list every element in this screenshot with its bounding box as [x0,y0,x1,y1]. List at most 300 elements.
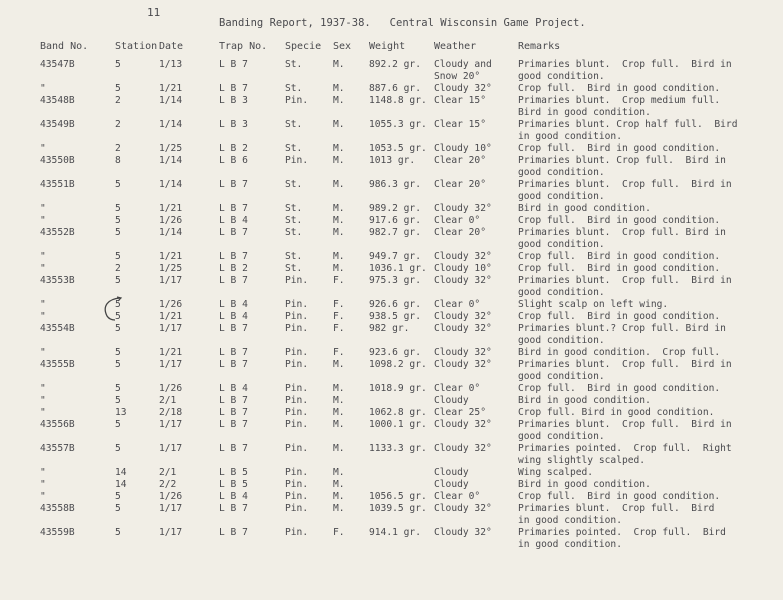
date-cell: 1/14 [159,119,183,130]
sex-cell: M. [333,83,345,94]
weather-cell: Clear 15° [434,119,486,130]
col-header-remarks: Remarks [518,41,561,52]
remarks-cell-continued: good condition. [518,371,605,382]
weight-cell: 949.7 gr. [369,251,421,262]
station-cell: 2 [115,263,121,274]
table-row-continuation [0,287,783,299]
specie-cell: Pin. [285,299,309,310]
sex-cell: M. [333,479,345,490]
weather-cell: Clear 0° [434,215,481,226]
weight-cell: 1148.8 gr. [369,95,427,106]
table-row [0,359,783,371]
remarks-cell: Bird in good condition. Crop full. [518,347,721,358]
table-row [0,443,783,455]
date-cell: 1/21 [159,311,183,322]
date-cell: 1/17 [159,275,183,286]
table-row-continuation [0,131,783,143]
weather-cell: Cloudy [434,395,469,406]
table-row [0,527,783,539]
weight-cell: 1098.2 gr. [369,359,427,370]
weather-cell: Cloudy 32° [434,275,492,286]
weight-cell: 1039.5 gr. [369,503,427,514]
weight-cell: 975.3 gr. [369,275,421,286]
trap-no-cell: L B 7 [219,503,248,514]
band-no-cell: " [40,143,46,154]
sex-cell: M. [333,491,345,502]
trap-no-cell: L B 7 [219,227,248,238]
table-row [0,59,783,71]
table-row [0,119,783,131]
table-row-continuation [0,167,783,179]
trap-no-cell: L B 5 [219,479,248,490]
trap-no-cell: L B 7 [219,443,248,454]
weight-cell: 1018.9 gr. [369,383,427,394]
table-row [0,467,783,479]
table-row-continuation [0,107,783,119]
col-header-station: Station [115,41,158,52]
date-cell: 1/17 [159,323,183,334]
remarks-cell: Primaries pointed. Crop full. Bird [518,527,726,538]
band-no-cell: 43559B [40,527,75,538]
table-row [0,275,783,287]
sex-cell: M. [333,215,345,226]
specie-cell: Pin. [285,275,309,286]
trap-no-cell: L B 6 [219,155,248,166]
table-row [0,299,783,311]
station-cell: 5 [115,203,121,214]
band-no-cell: 43556B [40,419,75,430]
station-cell: 5 [115,323,121,334]
table-row-continuation [0,431,783,443]
band-no-cell: 43548B [40,95,75,106]
weather-cell: Cloudy 32° [434,251,492,262]
band-no-cell: 43547B [40,59,75,70]
table-row [0,263,783,275]
date-cell: 1/21 [159,347,183,358]
weight-cell: 926.6 gr. [369,299,421,310]
station-cell: 2 [115,119,121,130]
remarks-cell-continued: good condition. [518,167,605,178]
trap-no-cell: L B 7 [219,83,248,94]
weather-cell: Clear 20° [434,179,486,190]
date-cell: 1/17 [159,419,183,430]
weather-cell: Cloudy 32° [434,347,492,358]
weather-cell: Cloudy 32° [434,503,492,514]
remarks-cell: Crop full. Bird in good condition. [518,83,721,94]
table-row [0,251,783,263]
table-row-continuation [0,335,783,347]
remarks-cell: Primaries blunt. Crop full. Bird in [518,419,732,430]
date-cell: 1/17 [159,443,183,454]
band-no-cell: " [40,491,46,502]
date-cell: 1/17 [159,359,183,370]
station-cell: 5 [115,359,121,370]
weight-cell: 1036.1 gr. [369,263,427,274]
sex-cell: F. [333,299,345,310]
remarks-cell: Crop full. Bird in good condition. [518,407,715,418]
date-cell: 1/17 [159,503,183,514]
band-no-cell: " [40,407,46,418]
col-header-weather: Weather [434,41,477,52]
table-row-continuation [0,371,783,383]
remarks-cell: Primaries blunt. Crop full. Bird in [518,275,732,286]
remarks-cell: Crop full. Bird in good condition. [518,215,721,226]
date-cell: 1/13 [159,59,183,70]
band-no-cell: 43554B [40,323,75,334]
band-no-cell: " [40,215,46,226]
sex-cell: F. [333,527,345,538]
remarks-cell: Primaries pointed. Crop full. Right [518,443,732,454]
weight-cell: 887.6 gr. [369,83,421,94]
date-cell: 2/2 [159,479,177,490]
date-cell: 1/26 [159,215,183,226]
band-no-cell: " [40,479,46,490]
col-header-band-no: Band No. [40,41,89,52]
sex-cell: M. [333,443,345,454]
specie-cell: Pin. [285,503,309,514]
sex-cell: M. [333,119,345,130]
band-no-cell: 43557B [40,443,75,454]
date-cell: 2/1 [159,467,177,478]
station-cell: 5 [115,383,121,394]
remarks-cell: Primaries blunt. Crop half full. Bird [518,119,738,130]
band-no-cell: " [40,251,46,262]
station-cell: 5 [115,419,121,430]
remarks-cell-continued: good condition. [518,239,605,250]
sex-cell: M. [333,467,345,478]
date-cell: 1/17 [159,527,183,538]
weather-cell: Cloudy [434,467,469,478]
sex-cell: F. [333,275,345,286]
remarks-cell: Primaries blunt. Crop full. Bird in [518,359,732,370]
table-row [0,215,783,227]
date-cell: 1/21 [159,203,183,214]
date-cell: 1/14 [159,179,183,190]
col-header-weight: Weight [369,41,406,52]
sex-cell: M. [333,395,345,406]
table-row [0,203,783,215]
weight-cell: 1062.8 gr. [369,407,427,418]
band-no-cell: " [40,263,46,274]
report-title: Banding Report, 1937-38. Central Wisconsin Game Project. [219,17,586,29]
table-row [0,395,783,407]
weight-cell: 986.3 gr. [369,179,421,190]
trap-no-cell: L B 7 [219,179,248,190]
specie-cell: Pin. [285,419,309,430]
band-no-cell: " [40,203,46,214]
table-row [0,503,783,515]
table-row [0,227,783,239]
table-row-continuation [0,71,783,83]
trap-no-cell: L B 3 [219,95,248,106]
trap-no-cell: L B 4 [219,383,248,394]
remarks-cell-continued: in good condition. [518,515,622,526]
date-cell: 1/25 [159,143,183,154]
table-row-continuation [0,455,783,467]
weight-cell: 923.6 gr. [369,347,421,358]
band-no-cell: 43549B [40,119,75,130]
specie-cell: St. [285,179,303,190]
trap-no-cell: L B 7 [219,419,248,430]
trap-no-cell: L B 2 [219,143,248,154]
band-no-cell: " [40,395,46,406]
remarks-cell: Crop full. Bird in good condition. [518,383,721,394]
station-cell: 5 [115,227,121,238]
station-cell: 5 [115,275,121,286]
sex-cell: F. [333,311,345,322]
station-cell: 14 [115,479,127,490]
table-row-continuation [0,515,783,527]
specie-cell: St. [285,203,303,214]
station-cell: 5 [115,179,121,190]
specie-cell: Pin. [285,155,309,166]
trap-no-cell: L B 7 [219,275,248,286]
sex-cell: M. [333,155,345,166]
remarks-cell: Crop full. Bird in good condition. [518,491,721,502]
sex-cell: M. [333,179,345,190]
station-cell: 5 [115,59,121,70]
station-cell: 5 [115,443,121,454]
table-row-continuation [0,239,783,251]
weight-cell: 1013 gr. [369,155,416,166]
weight-cell: 1056.5 gr. [369,491,427,502]
specie-cell: St. [285,59,303,70]
station-cell: 2 [115,95,121,106]
weight-cell: 1053.5 gr. [369,143,427,154]
weight-cell: 982.7 gr. [369,227,421,238]
trap-no-cell: L B 7 [219,527,248,538]
remarks-cell-continued: good condition. [518,335,605,346]
date-cell: 1/21 [159,251,183,262]
station-cell: 5 [115,395,121,406]
remarks-cell: Wing scalped. [518,467,594,478]
specie-cell: St. [285,143,303,154]
station-cell: 13 [115,407,127,418]
band-no-cell: 43551B [40,179,75,190]
col-header-specie: Specie [285,41,322,52]
remarks-cell: Crop full. Bird in good condition. [518,263,721,274]
trap-no-cell: L B 7 [219,359,248,370]
remarks-cell-continued: good condition. [518,287,605,298]
table-row [0,179,783,191]
weight-cell: 1133.3 gr. [369,443,427,454]
band-no-cell: 43553B [40,275,75,286]
remarks-cell: Crop full. Bird in good condition. [518,143,721,154]
specie-cell: St. [285,251,303,262]
weight-cell: 989.2 gr. [369,203,421,214]
weather-cell: Cloudy 10° [434,143,492,154]
remarks-cell: Primaries blunt. Crop full. Bird in [518,179,732,190]
band-no-cell: 43550B [40,155,75,166]
specie-cell: Pin. [285,395,309,406]
weight-cell: 1000.1 gr. [369,419,427,430]
weather-cell: Cloudy 32° [434,419,492,430]
weight-cell: 1055.3 gr. [369,119,427,130]
date-cell: 1/14 [159,95,183,106]
remarks-cell: Crop full. Bird in good condition. [518,311,721,322]
trap-no-cell: L B 7 [219,323,248,334]
remarks-cell: Primaries blunt. Crop full. Bird in [518,227,726,238]
weather-cell: Cloudy 10° [434,263,492,274]
date-cell: 2/18 [159,407,183,418]
specie-cell: Pin. [285,95,309,106]
trap-no-cell: L B 7 [219,59,248,70]
band-no-cell: 43555B [40,359,75,370]
sex-cell: F. [333,347,345,358]
date-cell: 1/26 [159,299,183,310]
specie-cell: Pin. [285,491,309,502]
table-row [0,383,783,395]
station-cell: 5 [115,251,121,262]
table-row [0,143,783,155]
band-no-cell: " [40,383,46,394]
table-row [0,479,783,491]
remarks-cell: Primaries blunt. Crop full. Bird in [518,59,732,70]
specie-cell: St. [285,119,303,130]
weather-cell: Clear 0° [434,491,481,502]
station-cell: 5 [115,311,121,322]
table-row [0,155,783,167]
weather-cell: Cloudy 32° [434,443,492,454]
weather-cell: Clear 0° [434,383,481,394]
date-cell: 2/1 [159,395,177,406]
band-no-cell: " [40,347,46,358]
specie-cell: Pin. [285,443,309,454]
sex-cell: M. [333,59,345,70]
specie-cell: St. [285,83,303,94]
weight-cell: 982 gr. [369,323,410,334]
table-row [0,491,783,503]
station-cell: 2 [115,143,121,154]
remarks-cell: Primaries blunt. Crop full. Bird [518,503,715,514]
weather-cell: Clear 15° [434,95,486,106]
specie-cell: Pin. [285,383,309,394]
station-cell: 5 [115,215,121,226]
trap-no-cell: L B 4 [219,299,248,310]
trap-no-cell: L B 2 [219,263,248,274]
weather-cell: Cloudy 32° [434,203,492,214]
trap-no-cell: L B 4 [219,215,248,226]
table-row [0,311,783,323]
weather-cell: Cloudy 32° [434,359,492,370]
station-cell: 8 [115,155,121,166]
specie-cell: Pin. [285,347,309,358]
remarks-cell-continued: in good condition. [518,131,622,142]
weather-cell-continued: Snow 20° [434,71,481,82]
remarks-cell: Bird in good condition. [518,395,651,406]
specie-cell: Pin. [285,407,309,418]
weather-cell: Clear 20° [434,227,486,238]
sex-cell: M. [333,263,345,274]
remarks-cell: Bird in good condition. [518,479,651,490]
station-cell: 5 [115,299,121,310]
page-number: 11 [147,6,161,19]
sex-cell: M. [333,383,345,394]
sex-cell: M. [333,203,345,214]
band-no-cell: 43552B [40,227,75,238]
table-row [0,419,783,431]
remarks-cell-continued: wing slightly scalped. [518,455,646,466]
remarks-cell: Slight scalp on left wing. [518,299,669,310]
trap-no-cell: L B 5 [219,467,248,478]
weight-cell: 914.1 gr. [369,527,421,538]
date-cell: 1/26 [159,491,183,502]
weather-cell: Cloudy 32° [434,323,492,334]
specie-cell: Pin. [285,527,309,538]
weather-cell: Cloudy 32° [434,527,492,538]
weather-cell: Cloudy [434,479,469,490]
trap-no-cell: L B 7 [219,251,248,262]
sex-cell: M. [333,227,345,238]
sex-cell: F. [333,323,345,334]
specie-cell: St. [285,215,303,226]
trap-no-cell: L B 7 [219,347,248,358]
sex-cell: M. [333,95,345,106]
weather-cell: Clear 25° [434,407,486,418]
remarks-cell: Bird in good condition. [518,203,651,214]
band-no-cell: 43558B [40,503,75,514]
station-cell: 5 [115,491,121,502]
weather-cell: Cloudy and [434,59,492,70]
sex-cell: M. [333,359,345,370]
sex-cell: M. [333,419,345,430]
col-header-trap-no: Trap No. [219,41,268,52]
station-cell: 5 [115,527,121,538]
table-row-continuation [0,539,783,551]
specie-cell: St. [285,227,303,238]
weather-cell: Clear 20° [434,155,486,166]
band-no-cell: " [40,83,46,94]
band-no-cell: " [40,467,46,478]
table-row [0,83,783,95]
remarks-cell-continued: Bird in good condition. [518,107,651,118]
specie-cell: Pin. [285,359,309,370]
band-no-cell: " [40,311,46,322]
station-cell: 14 [115,467,127,478]
remarks-cell: Primaries blunt.? Crop full. Bird in [518,323,726,334]
trap-no-cell: L B 4 [219,311,248,322]
remarks-cell: Primaries blunt. Crop full. Bird in [518,155,726,166]
date-cell: 1/21 [159,83,183,94]
weather-cell: Cloudy 32° [434,83,492,94]
remarks-cell-continued: in good condition. [518,539,622,550]
date-cell: 1/14 [159,155,183,166]
specie-cell: Pin. [285,479,309,490]
sex-cell: M. [333,251,345,262]
remarks-cell: Primaries blunt. Crop medium full. [518,95,721,106]
station-cell: 5 [115,83,121,94]
date-cell: 1/14 [159,227,183,238]
specie-cell: Pin. [285,323,309,334]
weather-cell: Cloudy 32° [434,311,492,322]
specie-cell: St. [285,263,303,274]
weight-cell: 938.5 gr. [369,311,421,322]
trap-no-cell: L B 4 [219,491,248,502]
col-header-date: Date [159,41,184,52]
sex-cell: M. [333,407,345,418]
station-cell: 5 [115,347,121,358]
weight-cell: 917.6 gr. [369,215,421,226]
sex-cell: M. [333,143,345,154]
band-no-cell: " [40,299,46,310]
table-row [0,95,783,107]
remarks-cell: Crop full. Bird in good condition. [518,251,721,262]
date-cell: 1/26 [159,383,183,394]
trap-no-cell: L B 7 [219,203,248,214]
trap-no-cell: L B 7 [219,395,248,406]
table-row [0,407,783,419]
col-header-sex: Sex [333,41,352,52]
